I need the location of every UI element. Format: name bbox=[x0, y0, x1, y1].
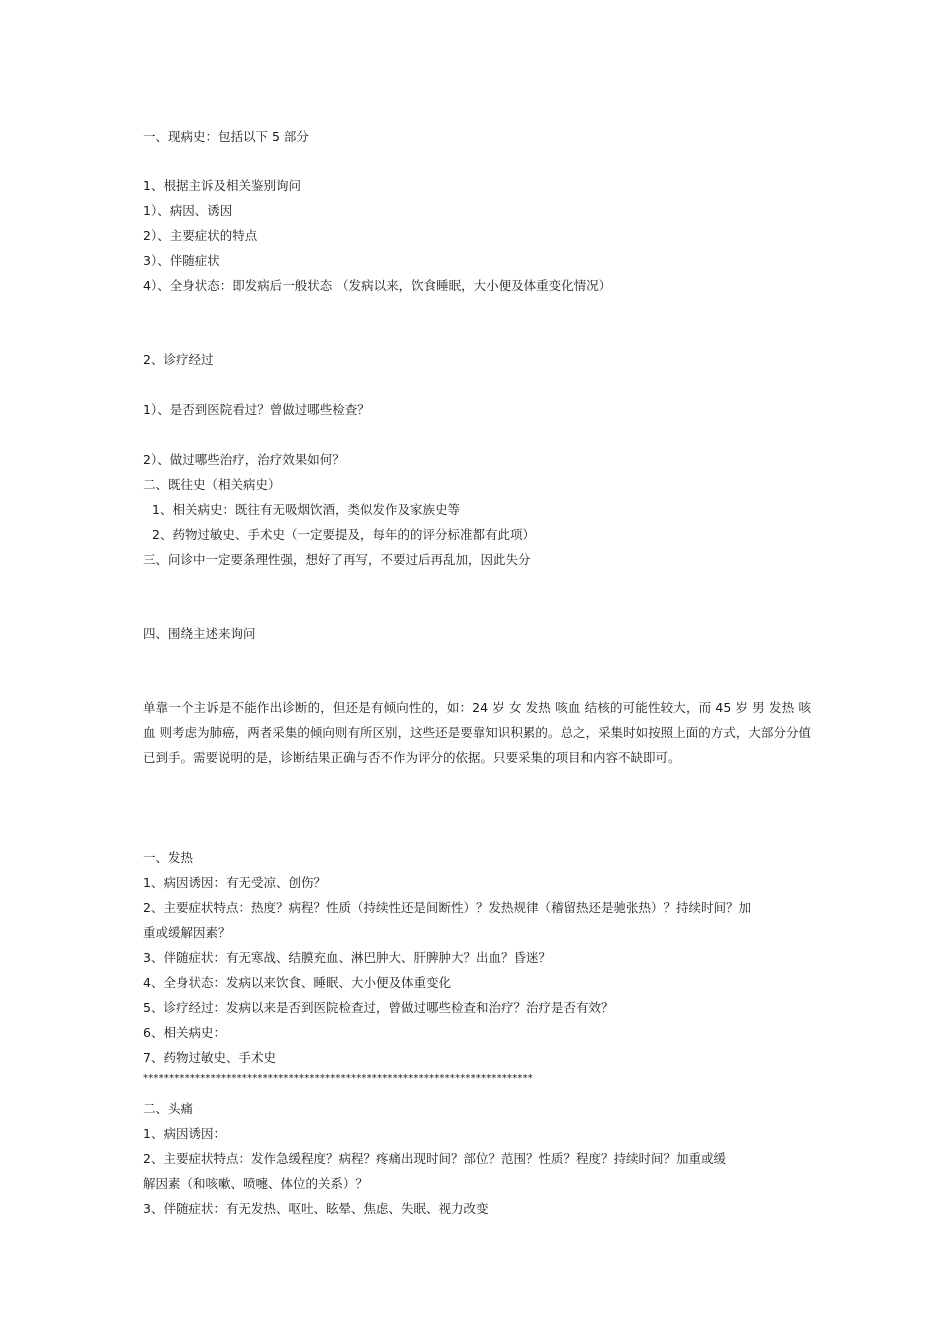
list-item: 4）、全身状态：即发病后一般状态 （发病以来，饮食睡眠，大小便及体重变化情况） bbox=[143, 278, 612, 293]
list-item: 解因素（和咳嗽、喷嚏、体位的关系）？ bbox=[143, 1176, 369, 1191]
list-item: 2、诊疗经过 bbox=[143, 352, 214, 367]
list-item: 2）、主要症状的特点 bbox=[143, 228, 258, 243]
list-item: 1、根据主诉及相关鉴别询问 bbox=[143, 178, 301, 193]
list-item: 1）、病因、诱因 bbox=[143, 203, 233, 218]
section-heading-three: 三、问诊中一定要条理性强，想好了再写，不要过后再乱加，因此失分 bbox=[143, 552, 531, 567]
list-item: 4、全身状态：发病以来饮食、睡眠、大小便及体重变化 bbox=[143, 975, 451, 990]
list-item: 重或缓解因素？ bbox=[143, 925, 231, 940]
section-heading-four: 四、围绕主述来询问 bbox=[143, 626, 256, 641]
body-paragraph: 单靠一个主诉是不能作出诊断的，但还是有倾向性的，如：24 岁 女 发热 咳血 结核的可能性较大，而 45 岁 男 发热 咳血 则考虑为肺癌，两者采集的倾向则有所区别，这些还是要靠知识积累的。总之，采集时如按照上面的方式，大部分分值已到手。需要说明的是，诊断结果正确与否不作为评分的依据。只要采集的项目和内容不缺即可。 bbox=[143, 700, 811, 765]
list-item: 1）、是否到医院看过？曾做过哪些检查？ bbox=[143, 402, 370, 417]
list-item: 1、病因诱因：有无受凉、创伤？ bbox=[143, 875, 326, 890]
list-item: 2、主要症状特点：发作急缓程度？病程？疼痛出现时间？部位？范围？性质？程度？持续时间？加重或缓 bbox=[143, 1151, 726, 1166]
list-item: 1、病因诱因： bbox=[143, 1126, 226, 1141]
list-item: 2、药物过敏史、手术史（一定要提及，每年的的评分标准都有此项） bbox=[152, 527, 535, 542]
list-item: 3、伴随症状：有无寒战、结膜充血、淋巴肿大、肝脾肿大？出血？昏迷？ bbox=[143, 950, 551, 965]
list-item: 1、相关病史：既往有无吸烟饮酒，类似发作及家族史等 bbox=[152, 502, 460, 517]
list-item: 3）、伴随症状 bbox=[143, 253, 220, 268]
list-item: 2、主要症状特点：热度？病程？性质（持续性还是间断性）？发热规律（稽留热还是驰张热）？持续时间？加 bbox=[143, 900, 751, 915]
separator-line: *************************************************************************** bbox=[143, 1073, 533, 1084]
list-item: 3、伴随症状：有无发热、呕吐、眩晕、焦虑、失眠、视力改变 bbox=[143, 1201, 489, 1216]
list-item: 5、诊疗经过：发病以来是否到医院检查过，曾做过哪些检查和治疗？治疗是否有效？ bbox=[143, 1000, 614, 1015]
section-heading-fever: 一、发热 bbox=[143, 850, 194, 865]
list-item: 7、药物过敏史、手术史 bbox=[143, 1050, 276, 1065]
section-heading-present-history: 一、现病史：包括以下 5 部分 bbox=[143, 129, 309, 144]
section-heading-past-history: 二、既往史（相关病史） bbox=[143, 477, 281, 492]
section-heading-headache: 二、头痛 bbox=[143, 1101, 194, 1116]
list-item: 6、相关病史： bbox=[143, 1025, 226, 1040]
list-item: 2）、做过哪些治疗，治疗效果如何？ bbox=[143, 452, 345, 467]
